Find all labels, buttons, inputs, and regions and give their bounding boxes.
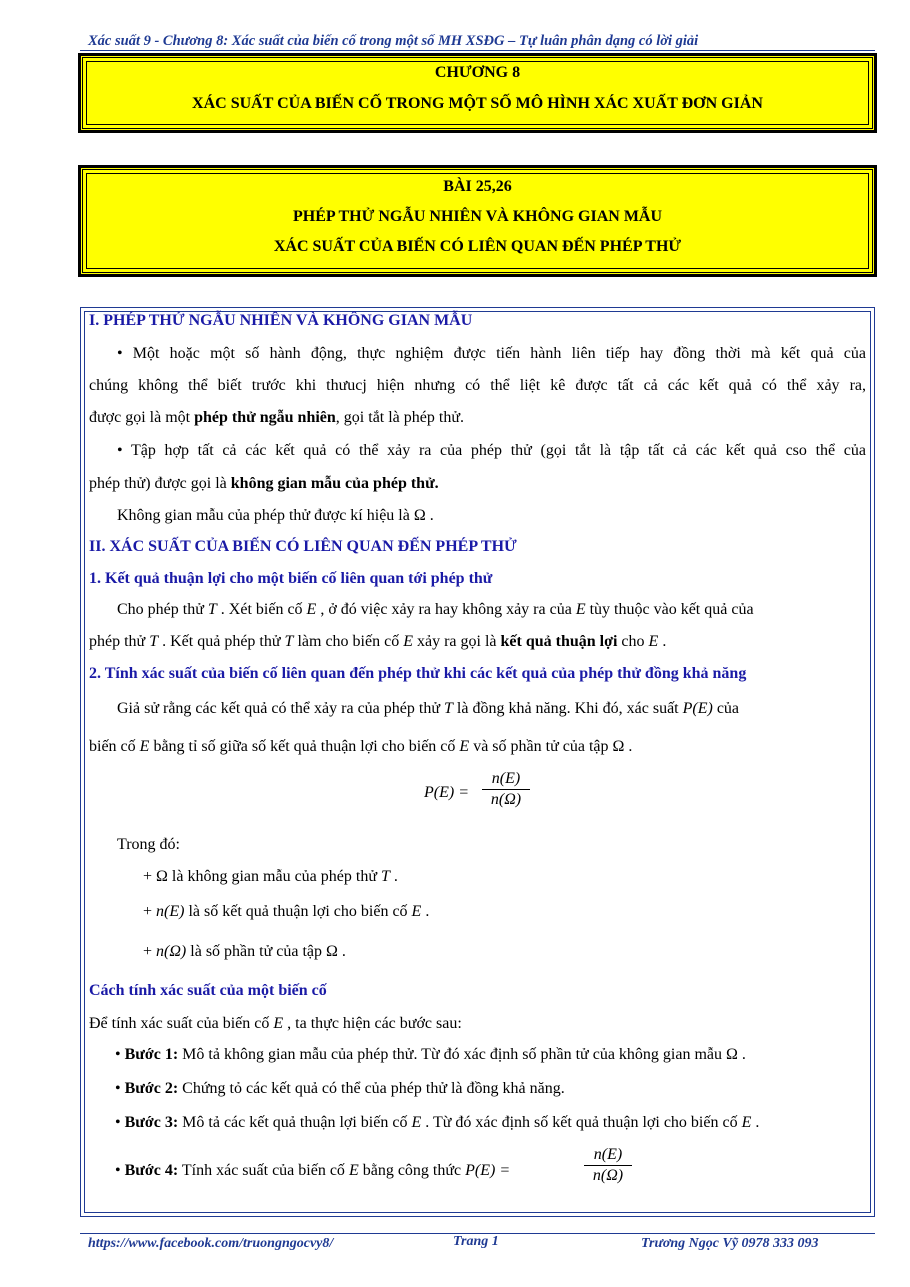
text: Mô tả các kết quả thuận lợi biến cố [178,1114,412,1131]
var-e: E [348,1162,359,1179]
section1-para2-line2 [89,475,439,493]
text: + [143,903,157,920]
text: Tính xác suất của biến cố [178,1162,349,1179]
formula-fraction [482,770,530,809]
text: làm cho biến cố [293,633,404,650]
var-e: E [411,1114,422,1131]
text: . [658,633,667,650]
section1-heading: I. PHÉP THỬ NGẪU NHIÊN VÀ KHÔNG GIAN MẪU [89,312,473,329]
text: . [389,868,398,885]
text: là không gian mẫu của phép thử [167,868,381,885]
n-e: n(E) [156,903,185,920]
step-3-label: Bước 3: [124,1114,179,1131]
formula-denominator: n(Ω) [490,791,522,808]
lesson-title-1: PHÉP THỬ NGẪU NHIÊN VÀ KHÔNG GIAN MẪU [292,208,663,225]
text: , ở đó việc xảy ra hay không xảy ra của [316,601,576,618]
term-favorable-outcome: kết quả thuận lợi [500,633,618,650]
var-t: T [443,700,453,717]
text: là số phần tử của tập Ω . [186,943,346,960]
section1-para2-line1: • Tập hợp tất cả các kết quả có thể xảy ra của phép thử (gọi tắt là tập tất cả các kết quả cso thể của [117,442,866,459]
where-item-1 [143,868,398,886]
fraction-bar [482,789,530,790]
subsection1-line1 [117,601,754,619]
where-item-3 [143,943,346,961]
var-t: T [207,601,217,618]
var-t: T [380,868,390,885]
subsection1-line2 [89,633,666,651]
subsection1-heading: 1. Kết quả thuận lợi cho một biến cố liên quan tới phép thử [89,570,493,587]
chapter-title: XÁC SUẤT CỦA BIẾN CỐ TRONG MỘT SỐ MÔ HÌNH XÁC XUẤT ĐƠN GIẢN [192,95,763,112]
step-2-text: Chứng tỏ các kết quả có thể của phép thử là đồng khả năng. [178,1080,565,1097]
text: phép thử [89,633,150,650]
page-number: Trang 1 [453,1234,499,1249]
footer-link[interactable]: https://www.facebook.com/truongngocvy8/ [88,1236,334,1251]
prob-pe: P(E) [682,700,713,717]
text: biến cố [89,738,140,755]
text: Để tính xác suất của biến cố [89,1015,274,1032]
header-rule [80,50,875,51]
section1-para1-line2: chúng không thể biết trước khi thưucj hiện nhưng có thể liệt kê được tất cả các kết quả có thể xảy ra, [89,377,866,394]
section1-para3 [117,507,434,525]
text: , gọi tắt là phép thử. [335,409,464,426]
text: cho [617,633,649,650]
text: bằng công thức [358,1162,466,1179]
var-e: E [575,601,586,618]
step-1-label: Bước 1: [124,1046,179,1063]
text: phép thử) được gọi là [89,475,231,492]
var-e: E [306,601,317,618]
subsection2-line1 [117,700,739,718]
running-header: Xác suất 9 - Chương 8: Xác suất của biến cố trong một số MH XSĐG – Tự luân phân dạng có lời giải [88,33,699,49]
text: + [143,868,157,885]
step-1: • Bước 1: Mô tả không gian mẫu của phép thử. Từ đó xác định số phần tử của không gian mẫu Ω . [115,1046,746,1063]
var-e: E [403,633,413,650]
subsection2-heading: 2. Tính xác suất của biến cố liên quan đến phép thử khi các kết quả của phép thử đồng khả năng [89,665,747,682]
step-4-numerator: n(E) [593,1146,623,1163]
step-2-label: Bước 2: [124,1080,179,1097]
text: Giả sử rằng các kết quả có thể xảy ra của phép thử [117,700,444,717]
lesson-title-2: XÁC SUẤT CỦA BIẾN CÓ LIÊN QUAN ĐẾN PHÉP THỬ [273,238,682,255]
text: . Xét biến cố [216,601,307,618]
step-4-fraction [584,1146,632,1185]
term-random-trial: phép thử ngẫu nhiên [194,409,336,426]
chapter-label: CHƯƠNG 8 [434,64,521,81]
var-e: E [741,1114,752,1131]
step-4-lhs: P(E) = [465,1162,511,1179]
var-e: E [139,738,150,755]
text: tùy thuộc vào kết quả của [585,601,754,618]
section1-para1-line1: • Một hoặc một số hành động, thực nghiệm được tiến hành liên tiếp hay đồng thời mà kết quả của [117,345,866,362]
subsection2-line2 [89,738,632,756]
chapter-title-box [80,55,875,131]
text: bằng tỉ số giữa số kết quả thuận lợi cho biến cố [149,738,460,755]
text: . [425,507,434,524]
where-item-2 [143,903,429,921]
text: của [712,700,740,717]
step-3: • Bước 3: Mô tả các kết quả thuận lợi biến cố E . Từ đó xác định số kết quả thuận lợi cho biến cố E . [115,1114,760,1131]
var-e: E [273,1015,284,1032]
var-e: E [648,633,659,650]
var-t: T [149,633,159,650]
text: + [143,943,157,960]
n-omega: n(Ω) [156,943,187,960]
fraction-bar [584,1165,632,1166]
step-2: • Bước 2: Chứng tỏ các kết quả có thể của phép thử là đồng khả năng. [115,1080,565,1097]
text: Cho phép thử [117,601,208,618]
method-intro [89,1015,462,1033]
section1-para1-line3 [89,409,464,427]
step-4: • Bước 4: Tính xác suất của biến cố E bằng công thức P(E) = [115,1162,511,1179]
text: là số kết quả thuận lợi cho biến cố [184,903,412,920]
term-sample-space: không gian mẫu của phép thử. [230,475,439,492]
text: . [421,903,430,920]
text: , ta thực hiện các bước sau: [283,1015,462,1032]
text: được gọi là một [89,409,195,426]
step-1-text: Mô tả không gian mẫu của phép thử. Từ đó xác định số phần tử của không gian mẫu Ω . [178,1046,746,1063]
text: . Từ đó xác định số kết quả thuận lợi cho biến cố [421,1114,742,1131]
omega-symbol: Ω [413,507,426,524]
step-4-denominator: n(Ω) [592,1167,624,1184]
var-e: E [411,903,422,920]
var-e: E [459,738,470,755]
where-label: Trong đó: [117,836,180,853]
text: xảy ra gọi là [412,633,501,650]
text: . [751,1114,760,1131]
var-t: T [284,633,294,650]
omega-symbol: Ω [156,868,168,885]
step-4-label: Bước 4: [124,1162,179,1179]
text: và số phần tử của tập Ω . [469,738,633,755]
text: Không gian mẫu của phép thử được kí hiệu là [117,507,414,524]
formula-numerator: n(E) [491,770,521,787]
footer-author: Trương Ngọc Vỹ 0978 333 093 [641,1236,819,1251]
method-heading: Cách tính xác suất của một biến cố [89,982,327,999]
lesson-title-box [80,167,875,275]
section2-heading: II. XÁC SUẤT CỦA BIẾN CÓ LIÊN QUAN ĐẾN PHÉP THỬ [89,538,517,555]
text: là đồng khả năng. Khi đó, xác suất [452,700,683,717]
text: . Kết quả phép thử [158,633,285,650]
formula-lhs: P(E) = [424,784,469,801]
lesson-label: BÀI 25,26 [443,178,512,195]
